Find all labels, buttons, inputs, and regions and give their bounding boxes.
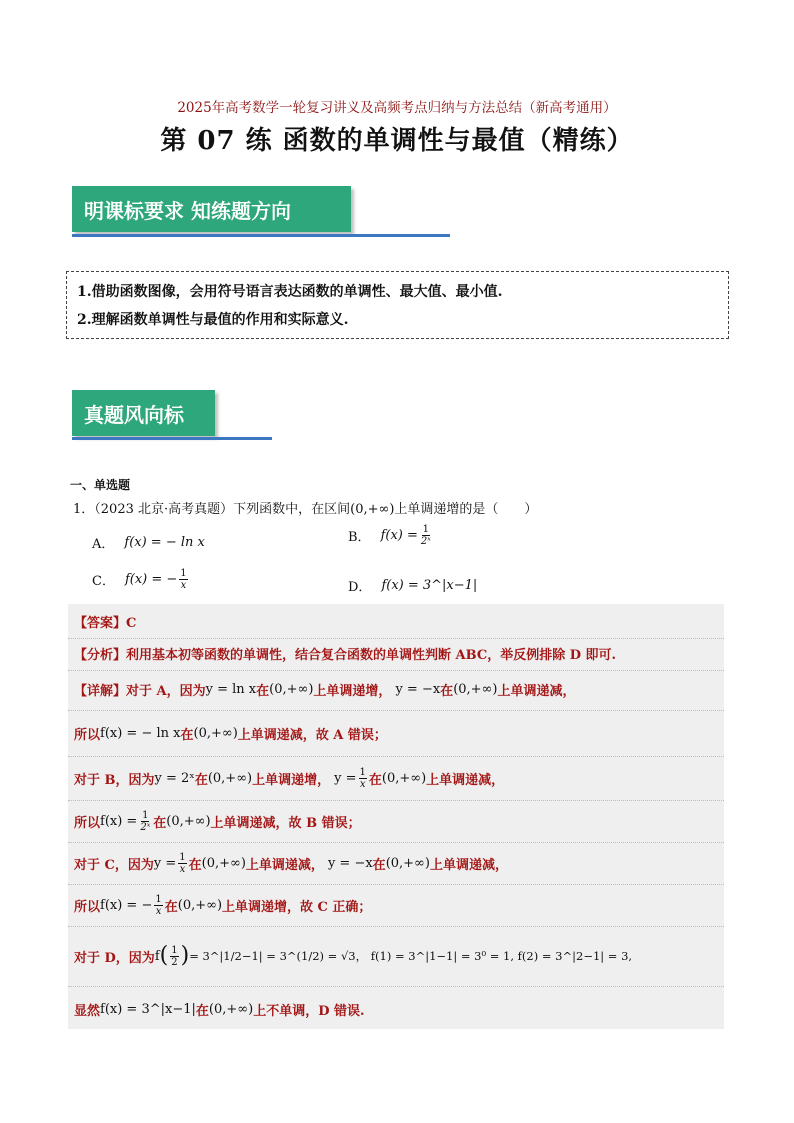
math-expression: f(x) = [100, 813, 138, 829]
option-b[interactable] [348, 524, 434, 547]
detail-text: 显然 [74, 1003, 101, 1019]
interval-expression: (0,+∞) [177, 897, 223, 913]
detail-text: 在 [368, 772, 382, 788]
denominator: x [179, 863, 186, 875]
detail-text: 上单调递减， [429, 857, 508, 873]
detail-line-6 [74, 890, 371, 920]
denominator: 2ˣ [140, 821, 151, 833]
requirement-item: 1.借助函数图像，会用符号语言表达函数的单调性、最大值、最小值. [77, 284, 503, 300]
analysis-text: 【分析】利用基本初等函数的单调性，结合复合函数的单调性判断 ABC，举反例排除 D 即可. [74, 647, 617, 663]
row-divider [68, 756, 724, 757]
math-expression: y = [153, 855, 177, 871]
option-expression: f(x) = [380, 528, 418, 543]
detail-line-8 [74, 998, 365, 1020]
detail-line-3 [74, 764, 504, 792]
detail-line-5 [74, 848, 508, 878]
math-expression: y = [334, 770, 357, 786]
detail-line-1 [74, 678, 575, 700]
detail-text: 在 [194, 772, 208, 788]
section-banner-exam [72, 390, 215, 436]
interval-expression: (0,+∞) [269, 681, 314, 697]
requirement-item: 2.理解函数单调性与最值的作用和实际意义. [77, 312, 349, 328]
detail-line-2 [74, 722, 387, 744]
math-expression: y = −x [327, 855, 373, 871]
interval-expression: (0,+∞) [453, 681, 498, 697]
detail-text: 【详解】对于 A，因为 [74, 683, 206, 699]
banner-underline [72, 437, 272, 440]
denominator: x [359, 778, 366, 790]
interval-expression: (0,+∞) [207, 770, 253, 786]
detail-text: 上单调递减，故 A 错误； [237, 727, 387, 743]
question-category: 一、单选题 [70, 478, 131, 492]
interval-expression: (0,+∞) [193, 725, 238, 741]
page-title: 第 07 练 函数的单调性与最值（精练） [160, 126, 634, 156]
detail-text: 上单调递减，故 B 错误； [210, 815, 361, 831]
detail-text: 上单调递减， [426, 772, 505, 788]
option-letter: B． [348, 530, 371, 545]
fraction [154, 894, 162, 917]
numerator: 1 [171, 944, 178, 956]
option-letter: C． [92, 574, 115, 589]
detail-text: 对于 D，因为 [74, 950, 155, 966]
detail-text: 在 [153, 815, 167, 831]
numerator: 1 [142, 809, 149, 821]
interval-expression: (0,+∞) [208, 1001, 254, 1017]
row-divider [68, 800, 724, 801]
denominator: x [180, 580, 187, 591]
option-d[interactable] [348, 576, 477, 595]
detail-text: 上单调递增， [313, 683, 392, 699]
math-expression: y = 2ˣ [154, 770, 195, 786]
numerator: 1 [422, 524, 430, 535]
detail-text: 上不单调，D 错误. [253, 1003, 365, 1019]
option-a[interactable] [92, 533, 205, 552]
row-divider [68, 884, 724, 885]
option-c[interactable] [92, 568, 190, 591]
row-divider [68, 638, 724, 639]
detail-text: 对于 C，因为 [74, 857, 154, 873]
row-divider [68, 842, 724, 843]
math-expression: f [154, 948, 160, 964]
option-expression: f(x) = − [124, 572, 178, 587]
detail-text: 在 [440, 683, 454, 699]
math-expression: y = ln x [205, 681, 257, 697]
denominator: x [155, 905, 162, 917]
fraction [170, 945, 178, 968]
option-expression: f(x) = − ln x [124, 535, 205, 550]
numerator: 1 [180, 568, 187, 579]
math-expression: f(x) = 3^|x−1| [100, 1001, 196, 1017]
paren-right: ) [180, 943, 190, 968]
question-text: 1．（2023 北京·高考真题）下列函数中，在区间(0,+∞)上单调递增的是（ ） [73, 502, 538, 517]
detail-line-4 [74, 806, 361, 836]
fraction [179, 568, 187, 591]
answer-text: 【答案】C [74, 615, 137, 631]
detail-text: 所以 [74, 899, 101, 915]
detail-text: 所以 [74, 727, 101, 743]
fraction [178, 852, 186, 875]
detail-text: 在 [164, 899, 178, 915]
detail-text: 在 [180, 727, 194, 743]
math-expression: f(x) = − [100, 897, 153, 913]
row-divider [68, 986, 724, 987]
row-divider [68, 670, 724, 671]
math-expression: = 3^|1/2−1| = 3^(1/2) = √3， f(1) = 3^|1−1| = 3⁰ = 1, f(2) = 3^|2−1| = 3, [189, 949, 633, 963]
detail-text: 上单调递减， [245, 857, 324, 873]
detail-text: 上单调递减， [497, 683, 576, 699]
requirements-box [66, 271, 729, 339]
numerator: 1 [359, 766, 366, 778]
detail-line-7 [74, 938, 632, 974]
series-title: 2025年高考数学一轮复习讲义及高频考点归纳与方法总结（新高考通用） [177, 100, 617, 116]
math-expression: f(x) = − ln x [100, 725, 181, 741]
fraction [420, 524, 432, 547]
option-letter: D． [348, 580, 372, 595]
row-divider [68, 926, 724, 927]
banner-text: 真题风向标 [84, 402, 184, 427]
analysis-line [74, 642, 616, 664]
denominator: 2ˣ [420, 536, 431, 547]
fraction [359, 767, 367, 790]
section-banner-requirements [72, 186, 351, 232]
interval-expression: (0,+∞) [381, 770, 427, 786]
paren-left: ( [159, 943, 169, 968]
banner-underline [72, 234, 450, 237]
option-letter: A． [92, 537, 115, 552]
detail-text: 上单调递增，故 C 正确； [222, 899, 372, 915]
detail-text: 上单调递增， [252, 772, 331, 788]
math-expression: y = −x [395, 681, 441, 697]
row-divider [68, 710, 724, 711]
detail-text: 在 [188, 857, 202, 873]
option-expression: f(x) = 3^|x−1| [381, 578, 478, 593]
detail-text: 在 [195, 1003, 209, 1019]
numerator: 1 [179, 851, 186, 863]
interval-expression: (0,+∞) [201, 855, 246, 871]
detail-text: 所以 [74, 815, 101, 831]
denominator: 2 [171, 956, 178, 968]
fraction [139, 810, 151, 833]
answer-panel [68, 604, 724, 1029]
answer-line [74, 610, 136, 632]
banner-text: 明课标要求 知练题方向 [84, 198, 291, 223]
detail-text: 在 [256, 683, 270, 699]
numerator: 1 [155, 893, 162, 905]
interval-expression: (0,+∞) [166, 813, 211, 829]
detail-text: 在 [372, 857, 386, 873]
detail-text: 对于 B，因为 [74, 772, 155, 788]
interval-expression: (0,+∞) [385, 855, 430, 871]
